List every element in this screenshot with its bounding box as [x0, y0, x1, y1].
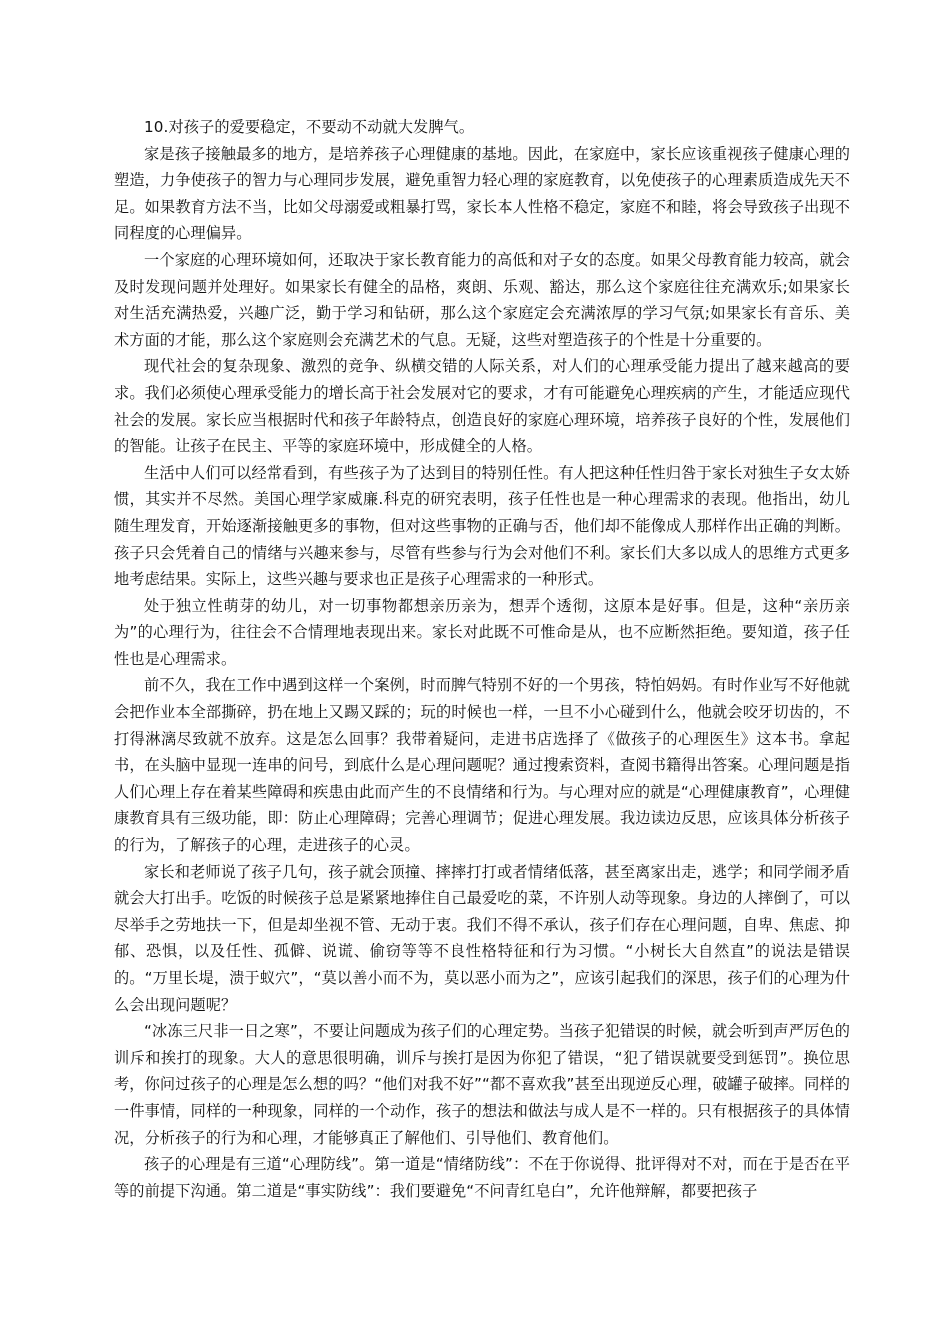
paragraph-5: 生活中人们可以经常看到，有些孩子为了达到目的特别任性。有人把这种任性归咎于家长对独生子女太娇惯，其实并不尽然。美国心理学家威廉.科克的研究表明，孩子任性也是一种心理需求的表现。他指出，幼儿随生理发育，开始逐渐接触更多的事物，但对这些事物的正确与否，他们却不能像成人那样作出正确的判断。孩子只会凭着自己的情绪与兴趣来参与，尽管有些参与行为会对他们不利。家长们大多以成人的思维方式更多地考虑结果。实际上，这些兴趣与要求也正是孩子心理需求的一种形式。	[114, 463, 850, 589]
document-page	[114, 114, 850, 1204]
paragraph-3: 一个家庭的心理环境如何，还取决于家长教育能力的高低和对子女的态度。如果父母教育能力较高，就会及时发现问题并处理好。如果家长有健全的品格，爽朗、乐观、豁达，那么这个家庭往往充满欢乐;如果家长对生活充满热爱，兴趣广泛，勤于学习和钻研，那么这个家庭定会充满浓厚的学习气氛;如果家长有音乐、美术方面的才能，那么这个家庭则会充满艺术的气息。无疑，这些对塑造孩子的个性是十分重要的。	[114, 250, 850, 349]
paragraph-7: 前不久，我在工作中遇到这样一个案例，时而脾气特别不好的一个男孩，特怕妈妈。有时作业写不好他就会把作业本全部撕碎，扔在地上又踢又踩的；玩的时候也一样，一旦不小心碰到什么，他就会咬牙切齿的，不打得淋漓尽致就不放弃。这是怎么回事？我带着疑问，走进书店选择了《做孩子的心理医生》这本书。拿起书，在头脑中显现一连串的问号，到底什么是心理问题呢？通过搜索资料，查阅书籍得出答案。心理问题是指人们心理上存在着某些障碍和疾患由此而产生的不良情绪和行为。与心理对应的就是“心理健康教育”，心理健康教育具有三级功能，即：防止心理障碍；完善心理调节；促进心理发展。我边读边反思，应该具体分析孩子的行为，了解孩子的心理，走进孩子的心灵。	[114, 676, 850, 855]
paragraph-4: 现代社会的复杂现象、激烈的竞争、纵横交错的人际关系，对人们的心理承受能力提出了越来越高的要求。我们必须使心理承受能力的增长高于社会发展对它的要求，才有可能避免心理疾病的产生，才能适应现代社会的发展。家长应当根据时代和孩子年龄特点，创造良好的家庭心理环境，培养孩子良好的个性，发展他们的智能。让孩子在民主、平等的家庭环境中，形成健全的人格。	[114, 357, 850, 456]
paragraph-9: “冰冻三尺非一日之寒”，不要让问题成为孩子们的心理定势。当孩子犯错误的时候，就会听到声严厉色的训斥和挨打的现象。大人的意思很明确，训斥与挨打是因为你犯了错误，“犯了错误就要受到惩罚”。换位思考，你问过孩子的心理是怎么想的吗？“他们对我不好”“都不喜欢我”甚至出现逆反心理，破罐子破摔。同样的一件事情，同样的一种现象，同样的一个动作，孩子的想法和做法与成人是不一样的。只有根据孩子的具体情况，分析孩子的行为和心理，才能够真正了解他们、引导他们、教育他们。	[114, 1022, 850, 1147]
paragraph-10: 孩子的心理是有三道“心理防线”。第一道是“情绪防线”：不在于你说得、批评得对不对，而在于是否在平等的前提下沟通。第二道是“事实防线”：我们要避免“不问青红皂白”，允许他辩解，都要把孩子	[114, 1155, 850, 1200]
paragraph-8: 家长和老师说了孩子几句，孩子就会顶撞、摔摔打打或者情绪低落，甚至离家出走，逃学；和同学闹矛盾就会大打出手。吃饭的时候孩子总是紧紧地捧住自己最爱吃的菜，不许别人动等现象。身边的人摔倒了，可以尽举手之劳地扶一下，但是却坐视不管、无动于衷。我们不得不承认，孩子们存在心理问题，自卑、焦虑、抑郁、恐惧，以及任性、孤僻、说谎、偷窃等等不良性格特征和行为习惯。“小树长大自然直”的说法是错误的。“万里长堤，溃于蚁穴”，“莫以善小而不为，莫以恶小而为之”，应该引起我们的深思，孩子们的心理为什么会出现问题呢？	[114, 862, 850, 1014]
paragraph-2: 家是孩子接触最多的地方，是培养孩子心理健康的基地。因此，在家庭中，家长应该重视孩子健康心理的塑造，力争使孩子的智力与心理同步发展，避免重智力轻心理的家庭教育，以免使孩子的心理素质造成先天不足。如果教育方法不当，比如父母溺爱或粗暴打骂，家长本人性格不稳定，家庭不和睦，将会导致孩子出现不同程度的心理偏异。	[114, 144, 850, 243]
paragraph-6: 处于独立性萌芽的幼儿，对一切事物都想亲历亲为，想弄个透彻，这原本是好事。但是，这种“亲历亲为”的心理行为，往往会不合情理地表现出来。家长对此既不可惟命是从，也不应断然拒绝。要知道，孩子任性也是心理需求。	[114, 596, 850, 668]
paragraph-1: 10.对孩子的爱要稳定，不要动不动就大发脾气。	[144, 118, 475, 136]
